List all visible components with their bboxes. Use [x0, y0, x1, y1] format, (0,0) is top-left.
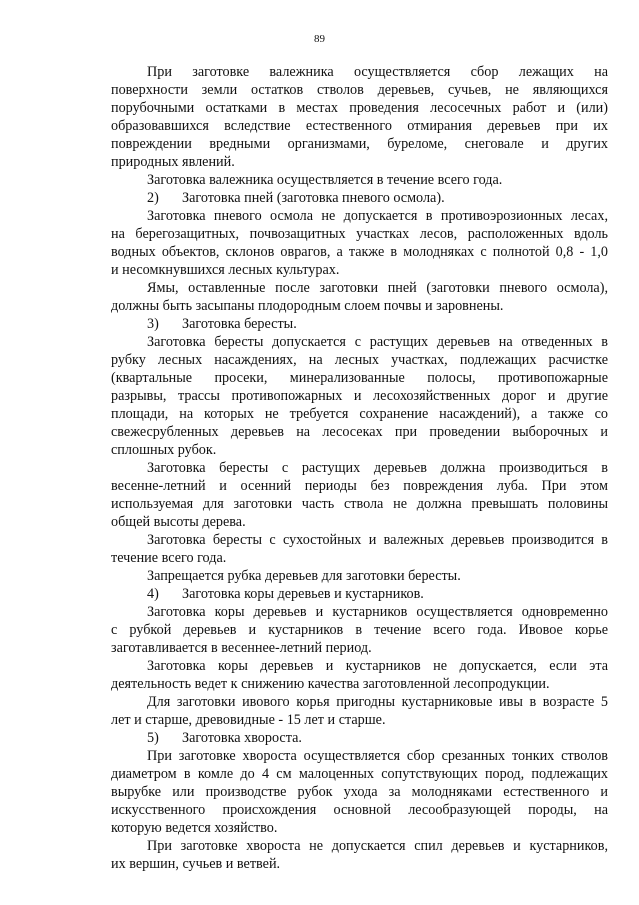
text-line: течение всего года. [111, 550, 227, 566]
text-line: свежесрубленных деревьев на лесосеках при проведении выборочных и [111, 424, 608, 440]
text-line: Заготовка бересты с растущих деревьев должна производиться в [147, 460, 608, 476]
text-line: разрывы, трассы противопожарных и лесохозяйственных дорог и другие [111, 388, 608, 404]
text-line: Заготовка валежника осуществляется в течение всего года. [147, 172, 503, 188]
text-line: повреждении вредными организмами, буреломе, снеговале и других [111, 136, 608, 152]
text-line: Ямы, оставленные после заготовки пней (заготовки пневого осмола), [147, 280, 608, 296]
text-line: образовавшихся вследствие естественного отмирания деревьев при их [111, 118, 608, 134]
text-line: природных явлений. [111, 154, 235, 170]
list-item-4 [147, 585, 608, 603]
page-number: 89 [314, 33, 325, 45]
text-line: должны быть засыпаны плодородным слоем почвы и заровнены. [111, 298, 504, 314]
text-line: на берегозащитных, почвозащитных участках лесов, расположенных вдоль [111, 226, 608, 242]
text-line: Для заготовки ивового корья пригодны кустарниковые ивы в возрасте 5 [147, 694, 608, 710]
text-line: порубочными остатками в местах проведения лесосечных работ и (или) [111, 100, 608, 116]
text-line: сплошных рубок. [111, 442, 217, 458]
list-number: 2) [147, 190, 159, 206]
text-line: Заготовка коры деревьев и кустарников осуществляется одновременно [147, 604, 608, 620]
text-line: лет и старше, древовидные - 15 лет и старше. [111, 712, 386, 728]
text-line: общей высоты дерева. [111, 514, 246, 530]
text-line: и несомкнувшихся лесных культурах. [111, 262, 340, 278]
text-line: Заготовка бересты допускается с растущих деревьев на отведенных в [147, 334, 608, 350]
text-line: рубку лесных насаждениях, на лесных участках, подлежащих расчистке [111, 352, 608, 368]
text-line: которую ведется хозяйство. [111, 820, 278, 836]
text-line: Заготовка бересты с сухостойных и валежных деревьев производится в [147, 532, 608, 548]
list-text: Заготовка коры деревьев и кустарников. [182, 586, 424, 602]
list-item-3 [147, 315, 608, 333]
text-line: Запрещается рубка деревьев для заготовки бересты. [147, 568, 461, 584]
list-text: Заготовка пней (заготовка пневого осмола). [182, 190, 445, 206]
list-text: Заготовка хвороста. [182, 730, 302, 746]
list-item-5 [147, 729, 608, 747]
text-line: с рубкой деревьев и кустарников в течение всего года. Ивовое корье [111, 622, 608, 638]
text-line: При заготовке валежника осуществляется сбор лежащих на [147, 64, 608, 80]
text-line: их вершин, сучьев и ветвей. [111, 856, 281, 872]
text-line: диаметром в комле до 4 см малоценных сопутствующих пород, подлежащих [111, 766, 608, 782]
text-line: вырубке или производстве рубок ухода за молодняками естественного и [111, 784, 608, 800]
text-line: Заготовка коры деревьев и кустарников не допускается, если эта [147, 658, 608, 674]
text-line: искусственного происхождения основной лесообразующей породы, на [111, 802, 608, 818]
text-line: используемая для заготовки часть ствола не должна превышать половины [111, 496, 608, 512]
list-item-2 [147, 189, 608, 207]
text-line: (квартальные просеки, минерализованные полосы, противопожарные [111, 370, 608, 386]
text-line: деятельность ведет к снижению качества заготовленной лесопродукции. [111, 676, 550, 692]
list-number: 3) [147, 316, 159, 332]
text-line: площади, на которых не требуется сохранение насаждений), а также со [111, 406, 608, 422]
text-line: водных объектов, склонов оврагов, а также в молодняках с полнотой 0,8 - 1,0 [111, 244, 608, 260]
text-line: поверхности земли остатков стволов деревьев, сучьев, не являющихся [111, 82, 608, 98]
text-line: заготавливается в весеннее-летний период. [111, 640, 372, 656]
list-text: Заготовка бересты. [182, 316, 297, 332]
text-line: При заготовке хвороста осуществляется сбор срезанных тонких стволов [147, 748, 608, 764]
text-line: весенне-летний и осенний периоды без повреждения луба. При этом [111, 478, 608, 494]
text-line: Заготовка пневого осмола не допускается в противоэрозионных лесах, [147, 208, 608, 224]
list-number: 4) [147, 586, 159, 602]
text-line: При заготовке хвороста не допускается спил деревьев и кустарников, [147, 838, 608, 854]
list-number: 5) [147, 730, 159, 746]
